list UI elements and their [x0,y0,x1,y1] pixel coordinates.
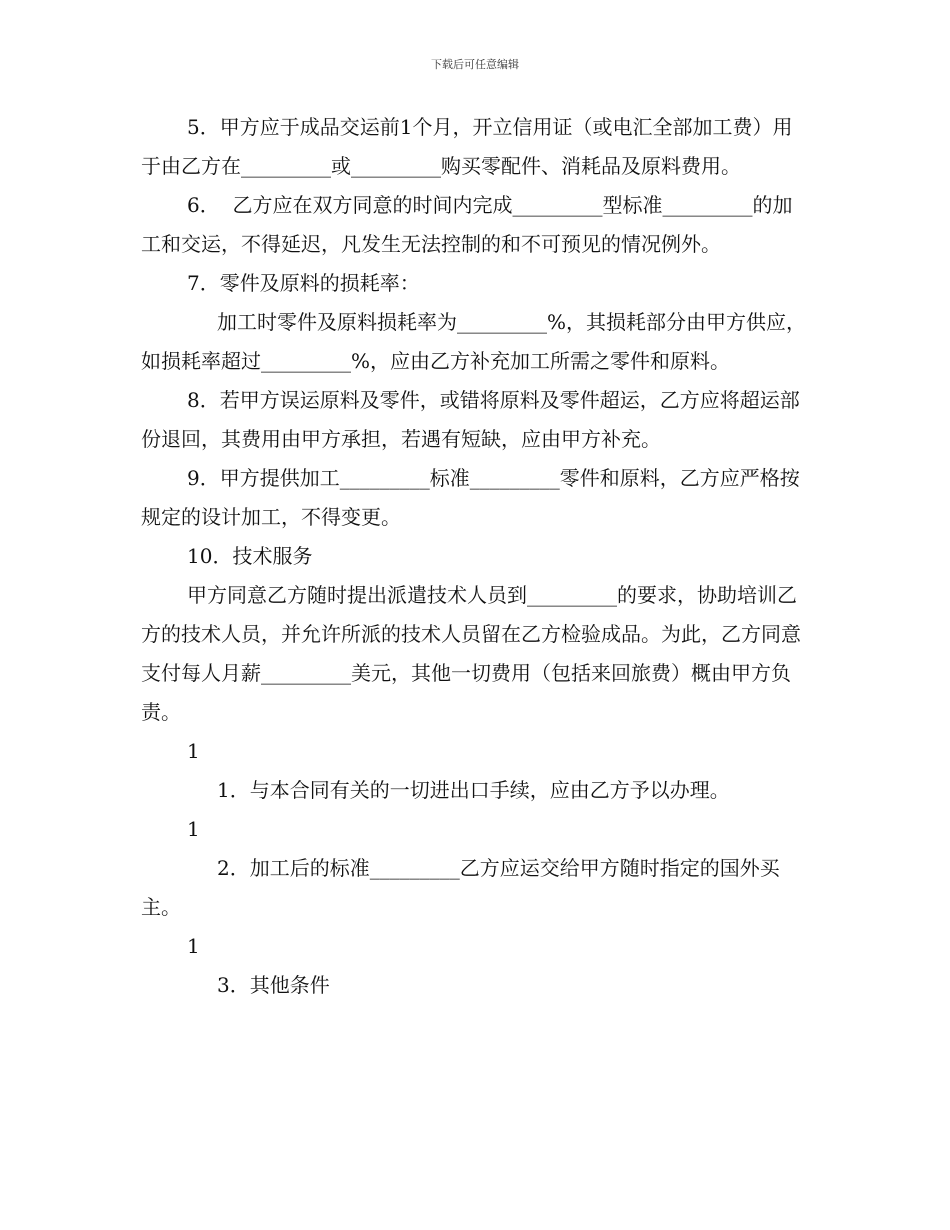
clause-5: 5．甲方应于成品交运前1个月，开立信用证（或电汇全部加工费）用于由乙方在_________或_________购买零配件、消耗品及原料费用。 [141,115,793,178]
clause-7-title: 7．零件及原料的损耗率： [187,271,420,295]
clause-10-title: 10．技术服务 [187,544,313,568]
clause-12-number: 1 [187,817,200,841]
clause-13-number: 1 [187,934,200,958]
clause-11-body: 1．与本合同有关的一切进出口手续，应由乙方予以办理。 [217,778,730,802]
clause-11-number: 1 [187,739,200,763]
clause-9: 9．甲方提供加工_________标准_________零件和原料，乙方应严格按规定的设计加工，不得变更。 [141,466,800,529]
document-body [141,108,811,1005]
clause-6: 6． 乙方应在双方同意的时间内完成_________型标准_________的加工和交运，不得延迟，凡发生无法控制的和不可预见的情况例外。 [141,193,793,256]
clause-12-body: 2．加工后的标准_________乙方应运交给甲方随时指定的国外买主。 [141,856,780,919]
page-header: 下载后可任意编辑 [431,58,519,71]
clause-13-body: 3．其他条件 [217,973,330,997]
clause-8: 8．若甲方误运原料及零件，或错将原料及零件超运，乙方应将超运部份退回，其费用由甲方承担，若遇有短缺，应由甲方补充。 [141,388,800,451]
clause-7-body: 加工时零件及原料损耗率为_________%，其损耗部分由甲方供应，如损耗率超过_________%，应由乙方补充加工所需之零件和原料。 [141,310,807,373]
clause-10-body: 甲方同意乙方随时提出派遣技术人员到_________的要求，协助培训乙方的技术人员，并允许所派的技术人员留在乙方检验成品。为此，乙方同意支付每人月薪_________美元，其他一切费用（包括来回旅费）概由甲方负责。 [141,583,801,724]
